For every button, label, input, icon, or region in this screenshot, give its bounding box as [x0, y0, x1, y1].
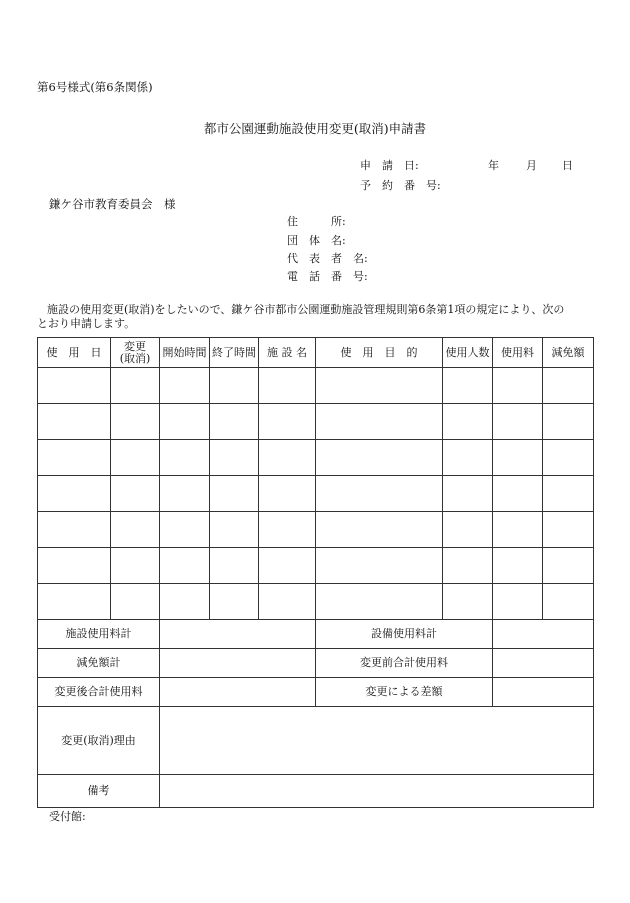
- header-purpose: 使 用 目 的: [316, 338, 443, 368]
- equipment-fee-total-value[interactable]: [493, 620, 594, 649]
- reason-row: [38, 707, 594, 775]
- addressee: 鎌ケ谷市教育委員会 様: [49, 197, 176, 211]
- summary-row-fees: [38, 620, 594, 649]
- page-title: 都市公園運動施設使用変更(取消)申請書: [203, 121, 427, 136]
- table-row: [38, 404, 594, 440]
- application-date-label: 申 請 日:: [360, 159, 419, 172]
- statement-line-2: とおり申請します。: [37, 317, 136, 330]
- facility-fee-total-value[interactable]: [160, 620, 316, 649]
- header-reduction: 減免額: [543, 338, 594, 368]
- remarks-label: 備考: [38, 775, 160, 808]
- before-change-total-label: 変更前合計使用料: [316, 649, 493, 678]
- remarks-field[interactable]: [160, 775, 594, 808]
- table-row: [38, 476, 594, 512]
- summary-row-after: [38, 678, 594, 707]
- table-row: [38, 512, 594, 548]
- address-label: 住 所:: [287, 215, 346, 228]
- application-statement: [37, 303, 597, 331]
- facility-fee-total-label: 施設使用料計: [38, 620, 160, 649]
- remarks-row: [38, 775, 594, 808]
- header-headcount: 使用人数: [443, 338, 493, 368]
- after-change-total-value[interactable]: [160, 678, 316, 707]
- after-change-total-label: 変更後合計使用料: [38, 678, 160, 707]
- month-label: 月: [526, 159, 537, 172]
- header-end-time: 終了時間: [210, 338, 259, 368]
- table-row: [38, 548, 594, 584]
- summary-row-reduction: [38, 649, 594, 678]
- header-row: [38, 338, 594, 368]
- difference-label: 変更による差額: [316, 678, 493, 707]
- reception-facility-label: 受付館:: [49, 810, 86, 823]
- equipment-fee-total-label: 設備使用料計: [316, 620, 493, 649]
- header-usage-date: 使 用 日: [38, 338, 111, 368]
- phone-label: 電 話 番 号:: [287, 270, 368, 283]
- reduction-total-label: 減免額計: [38, 649, 160, 678]
- header-start-time: 開始時間: [160, 338, 210, 368]
- before-change-total-value[interactable]: [493, 649, 594, 678]
- year-label: 年: [488, 159, 499, 172]
- statement-line-1: 施設の使用変更(取消)をしたいので、鎌ケ谷市都市公園運動施設管理規則第6条第1項の規定により、次の: [47, 303, 565, 316]
- table-row: [38, 440, 594, 476]
- usage-table: [37, 337, 594, 808]
- representative-label: 代 表 者 名:: [287, 252, 368, 265]
- header-fee: 使用料: [493, 338, 543, 368]
- reservation-number-label: 予 約 番 号:: [360, 179, 441, 192]
- header-facility-name: 施 設 名: [259, 338, 316, 368]
- day-label: 日: [562, 159, 573, 172]
- table-row: [38, 584, 594, 620]
- table-row: [38, 368, 594, 404]
- reason-label: 変更(取消)理由: [38, 707, 160, 775]
- reason-field[interactable]: [160, 707, 594, 775]
- difference-value[interactable]: [493, 678, 594, 707]
- header-change-cancel: 変更 (取消): [111, 338, 160, 368]
- form-number: 第6号様式(第6条関係): [37, 80, 153, 94]
- reduction-total-value[interactable]: [160, 649, 316, 678]
- group-name-label: 団 体 名:: [287, 234, 346, 247]
